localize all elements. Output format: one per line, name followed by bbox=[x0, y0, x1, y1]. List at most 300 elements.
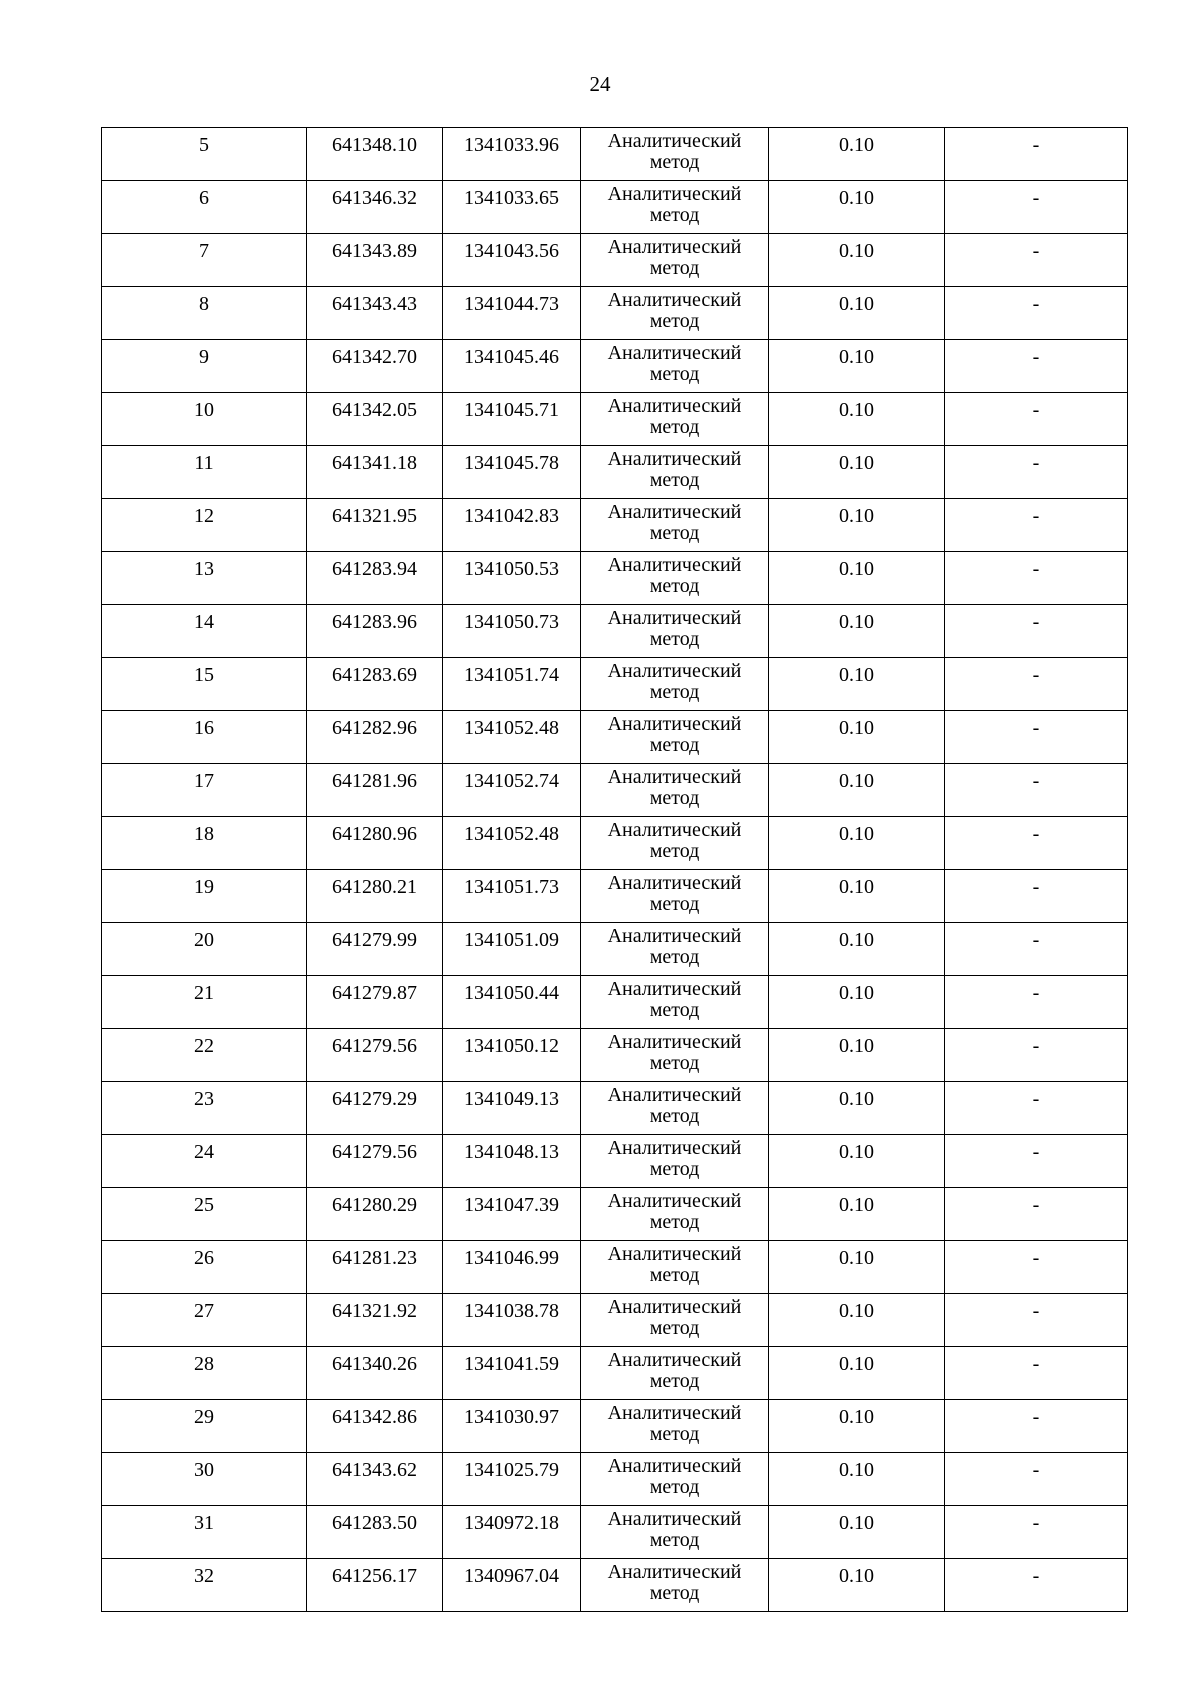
cell-accuracy-text: 0.10 bbox=[839, 1141, 874, 1163]
cell-point-number-text: 20 bbox=[194, 929, 214, 951]
cell-x-coordinate bbox=[307, 1029, 443, 1082]
cell-accuracy-text: 0.10 bbox=[839, 1247, 874, 1269]
cell-note bbox=[945, 234, 1128, 287]
table-row bbox=[102, 1082, 1128, 1135]
cell-method-line1: Аналитический bbox=[607, 978, 742, 1000]
table-row bbox=[102, 1453, 1128, 1506]
cell-x-coordinate-text: 641343.62 bbox=[332, 1459, 417, 1481]
cell-point-number-text: 6 bbox=[199, 187, 209, 209]
cell-accuracy bbox=[769, 817, 945, 870]
cell-note bbox=[945, 1188, 1128, 1241]
cell-method-line1: Аналитический bbox=[607, 872, 742, 894]
cell-y-coordinate-text: 1341041.59 bbox=[464, 1353, 559, 1375]
cell-method-line2: метод bbox=[649, 151, 700, 173]
cell-accuracy bbox=[769, 1135, 945, 1188]
table-row bbox=[102, 340, 1128, 393]
cell-accuracy bbox=[769, 1029, 945, 1082]
cell-method-line2: метод bbox=[649, 1211, 700, 1233]
cell-y-coordinate bbox=[443, 446, 581, 499]
cell-accuracy bbox=[769, 340, 945, 393]
cell-y-coordinate bbox=[443, 1294, 581, 1347]
cell-x-coordinate-text: 641280.21 bbox=[332, 876, 417, 898]
cell-method-line2: метод bbox=[649, 1052, 700, 1074]
cell-note bbox=[945, 711, 1128, 764]
cell-y-coordinate-text: 1341052.48 bbox=[464, 823, 559, 845]
cell-point-number-text: 18 bbox=[194, 823, 214, 845]
cell-method-line2: метод bbox=[649, 469, 700, 491]
cell-y-coordinate-text: 1341033.96 bbox=[464, 134, 559, 156]
cell-y-coordinate bbox=[443, 340, 581, 393]
cell-accuracy bbox=[769, 446, 945, 499]
cell-y-coordinate-text: 1341042.83 bbox=[464, 505, 559, 527]
cell-y-coordinate-text: 1341051.73 bbox=[464, 876, 559, 898]
cell-method-line1: Аналитический bbox=[607, 819, 742, 841]
cell-method bbox=[581, 923, 769, 976]
cell-x-coordinate-text: 641279.87 bbox=[332, 982, 417, 1004]
cell-y-coordinate-text: 1340967.04 bbox=[464, 1565, 559, 1587]
cell-method-line1: Аналитический bbox=[607, 1190, 742, 1212]
cell-method-line1: Аналитический bbox=[607, 766, 742, 788]
cell-y-coordinate bbox=[443, 764, 581, 817]
cell-accuracy bbox=[769, 976, 945, 1029]
cell-y-coordinate bbox=[443, 499, 581, 552]
table-row bbox=[102, 1294, 1128, 1347]
cell-point-number bbox=[102, 1347, 307, 1400]
cell-point-number bbox=[102, 1506, 307, 1559]
cell-y-coordinate bbox=[443, 923, 581, 976]
cell-accuracy-text: 0.10 bbox=[839, 1194, 874, 1216]
cell-point-number bbox=[102, 1188, 307, 1241]
cell-y-coordinate bbox=[443, 817, 581, 870]
cell-point-number bbox=[102, 499, 307, 552]
cell-method-line1: Аналитический bbox=[607, 183, 742, 205]
table-row bbox=[102, 234, 1128, 287]
cell-method-line2: метод bbox=[649, 1105, 700, 1127]
cell-point-number-text: 13 bbox=[194, 558, 214, 580]
cell-method bbox=[581, 658, 769, 711]
cell-accuracy bbox=[769, 128, 945, 181]
cell-method-line2: метод bbox=[649, 1317, 700, 1339]
cell-accuracy-text: 0.10 bbox=[839, 664, 874, 686]
cell-y-coordinate-text: 1341052.48 bbox=[464, 717, 559, 739]
cell-note bbox=[945, 1347, 1128, 1400]
cell-y-coordinate bbox=[443, 393, 581, 446]
cell-point-number-text: 11 bbox=[194, 452, 214, 474]
cell-note-text: - bbox=[1032, 240, 1040, 262]
cell-note-text: - bbox=[1032, 1088, 1040, 1110]
cell-method-line2: метод bbox=[649, 628, 700, 650]
cell-method-line2: метод bbox=[649, 999, 700, 1021]
table-row bbox=[102, 764, 1128, 817]
cell-method-line1: Аналитический bbox=[607, 448, 742, 470]
cell-method-line2: метод bbox=[649, 734, 700, 756]
cell-accuracy-text: 0.10 bbox=[839, 187, 874, 209]
cell-accuracy-text: 0.10 bbox=[839, 982, 874, 1004]
cell-note-text: - bbox=[1032, 1406, 1040, 1428]
cell-point-number bbox=[102, 340, 307, 393]
cell-x-coordinate-text: 641282.96 bbox=[332, 717, 417, 739]
cell-accuracy-text: 0.10 bbox=[839, 1512, 874, 1534]
cell-x-coordinate bbox=[307, 552, 443, 605]
cell-x-coordinate bbox=[307, 870, 443, 923]
cell-note bbox=[945, 1135, 1128, 1188]
cell-method-line1: Аналитический bbox=[607, 554, 742, 576]
cell-method-line2: метод bbox=[649, 363, 700, 385]
cell-point-number-text: 22 bbox=[194, 1035, 214, 1057]
cell-note bbox=[945, 605, 1128, 658]
cell-method-line1: Аналитический bbox=[607, 236, 742, 258]
cell-point-number-text: 25 bbox=[194, 1194, 214, 1216]
cell-point-number-text: 24 bbox=[194, 1141, 214, 1163]
cell-y-coordinate bbox=[443, 1559, 581, 1612]
cell-method bbox=[581, 817, 769, 870]
cell-x-coordinate-text: 641283.96 bbox=[332, 611, 417, 633]
cell-note-text: - bbox=[1032, 876, 1040, 898]
cell-method-line1: Аналитический bbox=[607, 660, 742, 682]
cell-y-coordinate bbox=[443, 552, 581, 605]
cell-y-coordinate bbox=[443, 1029, 581, 1082]
cell-x-coordinate bbox=[307, 393, 443, 446]
cell-y-coordinate-text: 1341033.65 bbox=[464, 187, 559, 209]
table-row bbox=[102, 393, 1128, 446]
cell-point-number-text: 30 bbox=[194, 1459, 214, 1481]
cell-method-line2: метод bbox=[649, 310, 700, 332]
table-row bbox=[102, 181, 1128, 234]
cell-point-number bbox=[102, 552, 307, 605]
cell-point-number-text: 19 bbox=[194, 876, 214, 898]
cell-x-coordinate bbox=[307, 1559, 443, 1612]
cell-point-number-text: 28 bbox=[194, 1353, 214, 1375]
cell-x-coordinate-text: 641279.29 bbox=[332, 1088, 417, 1110]
cell-point-number bbox=[102, 976, 307, 1029]
cell-y-coordinate-text: 1341048.13 bbox=[464, 1141, 559, 1163]
cell-method bbox=[581, 1241, 769, 1294]
cell-accuracy bbox=[769, 1400, 945, 1453]
cell-note bbox=[945, 181, 1128, 234]
cell-point-number-text: 29 bbox=[194, 1406, 214, 1428]
cell-note-text: - bbox=[1032, 1300, 1040, 1322]
cell-note bbox=[945, 128, 1128, 181]
cell-method bbox=[581, 1294, 769, 1347]
cell-accuracy-text: 0.10 bbox=[839, 240, 874, 262]
cell-point-number bbox=[102, 923, 307, 976]
cell-x-coordinate bbox=[307, 1506, 443, 1559]
cell-method bbox=[581, 181, 769, 234]
cell-method-line1: Аналитический bbox=[607, 1031, 742, 1053]
cell-accuracy-text: 0.10 bbox=[839, 399, 874, 421]
cell-accuracy bbox=[769, 1347, 945, 1400]
cell-accuracy bbox=[769, 711, 945, 764]
cell-y-coordinate-text: 1341045.71 bbox=[464, 399, 559, 421]
cell-note-text: - bbox=[1032, 187, 1040, 209]
cell-point-number-text: 14 bbox=[194, 611, 214, 633]
cell-note-text: - bbox=[1032, 982, 1040, 1004]
cell-y-coordinate bbox=[443, 976, 581, 1029]
cell-method-line2: метод bbox=[649, 946, 700, 968]
cell-note-text: - bbox=[1032, 1035, 1040, 1057]
cell-note-text: - bbox=[1032, 664, 1040, 686]
cell-method-line1: Аналитический bbox=[607, 1349, 742, 1371]
cell-accuracy bbox=[769, 499, 945, 552]
cell-x-coordinate-text: 641280.29 bbox=[332, 1194, 417, 1216]
cell-note-text: - bbox=[1032, 929, 1040, 951]
cell-y-coordinate-text: 1341052.74 bbox=[464, 770, 559, 792]
cell-point-number bbox=[102, 1029, 307, 1082]
cell-method-line1: Аналитический bbox=[607, 395, 742, 417]
cell-x-coordinate-text: 641281.23 bbox=[332, 1247, 417, 1269]
cell-note bbox=[945, 1241, 1128, 1294]
cell-point-number bbox=[102, 181, 307, 234]
cell-note bbox=[945, 1559, 1128, 1612]
cell-accuracy bbox=[769, 605, 945, 658]
cell-note-text: - bbox=[1032, 823, 1040, 845]
cell-note-text: - bbox=[1032, 505, 1040, 527]
cell-point-number bbox=[102, 1294, 307, 1347]
table-row bbox=[102, 870, 1128, 923]
cell-method bbox=[581, 499, 769, 552]
cell-accuracy bbox=[769, 287, 945, 340]
cell-y-coordinate-text: 1341038.78 bbox=[464, 1300, 559, 1322]
table-row bbox=[102, 1506, 1128, 1559]
cell-note-text: - bbox=[1032, 1512, 1040, 1534]
cell-x-coordinate bbox=[307, 1135, 443, 1188]
cell-y-coordinate bbox=[443, 1241, 581, 1294]
cell-method bbox=[581, 1559, 769, 1612]
cell-method bbox=[581, 1082, 769, 1135]
cell-x-coordinate-text: 641281.96 bbox=[332, 770, 417, 792]
cell-method-line2: метод bbox=[649, 681, 700, 703]
cell-y-coordinate bbox=[443, 870, 581, 923]
cell-x-coordinate bbox=[307, 499, 443, 552]
cell-note-text: - bbox=[1032, 346, 1040, 368]
cell-y-coordinate-text: 1341050.53 bbox=[464, 558, 559, 580]
cell-point-number-text: 15 bbox=[194, 664, 214, 686]
cell-method-line1: Аналитический bbox=[607, 130, 742, 152]
cell-x-coordinate-text: 641342.05 bbox=[332, 399, 417, 421]
cell-x-coordinate bbox=[307, 287, 443, 340]
cell-method-line2: метод bbox=[649, 787, 700, 809]
cell-method bbox=[581, 552, 769, 605]
cell-method-line1: Аналитический bbox=[607, 713, 742, 735]
cell-x-coordinate-text: 641343.43 bbox=[332, 293, 417, 315]
cell-point-number bbox=[102, 764, 307, 817]
cell-accuracy-text: 0.10 bbox=[839, 1088, 874, 1110]
cell-method-line1: Аналитический bbox=[607, 1402, 742, 1424]
cell-x-coordinate bbox=[307, 234, 443, 287]
table-row bbox=[102, 658, 1128, 711]
cell-method bbox=[581, 1135, 769, 1188]
cell-method-line2: метод bbox=[649, 1370, 700, 1392]
cell-x-coordinate-text: 641340.26 bbox=[332, 1353, 417, 1375]
cell-x-coordinate bbox=[307, 923, 443, 976]
cell-x-coordinate-text: 641279.99 bbox=[332, 929, 417, 951]
cell-x-coordinate-text: 641348.10 bbox=[332, 134, 417, 156]
cell-note-text: - bbox=[1032, 134, 1040, 156]
cell-note-text: - bbox=[1032, 399, 1040, 421]
table-row bbox=[102, 817, 1128, 870]
cell-note-text: - bbox=[1032, 1565, 1040, 1587]
cell-method bbox=[581, 234, 769, 287]
cell-accuracy-text: 0.10 bbox=[839, 1035, 874, 1057]
cell-note-text: - bbox=[1032, 611, 1040, 633]
cell-x-coordinate-text: 641342.70 bbox=[332, 346, 417, 368]
table-row bbox=[102, 499, 1128, 552]
cell-x-coordinate bbox=[307, 1082, 443, 1135]
cell-x-coordinate-text: 641321.92 bbox=[332, 1300, 417, 1322]
cell-method-line1: Аналитический bbox=[607, 1137, 742, 1159]
cell-y-coordinate bbox=[443, 234, 581, 287]
cell-x-coordinate bbox=[307, 764, 443, 817]
cell-note-text: - bbox=[1032, 1194, 1040, 1216]
cell-method-line1: Аналитический bbox=[607, 1084, 742, 1106]
cell-note bbox=[945, 446, 1128, 499]
cell-method bbox=[581, 1347, 769, 1400]
cell-point-number bbox=[102, 870, 307, 923]
cell-note bbox=[945, 552, 1128, 605]
cell-accuracy-text: 0.10 bbox=[839, 452, 874, 474]
cell-note-text: - bbox=[1032, 1459, 1040, 1481]
cell-note bbox=[945, 1400, 1128, 1453]
cell-method bbox=[581, 1400, 769, 1453]
cell-method-line1: Аналитический bbox=[607, 925, 742, 947]
cell-note bbox=[945, 658, 1128, 711]
cell-x-coordinate bbox=[307, 1400, 443, 1453]
cell-accuracy bbox=[769, 234, 945, 287]
cell-x-coordinate bbox=[307, 181, 443, 234]
cell-point-number bbox=[102, 287, 307, 340]
cell-accuracy bbox=[769, 1241, 945, 1294]
cell-y-coordinate-text: 1340972.18 bbox=[464, 1512, 559, 1534]
cell-y-coordinate-text: 1341050.12 bbox=[464, 1035, 559, 1057]
cell-method-line1: Аналитический bbox=[607, 1455, 742, 1477]
cell-y-coordinate-text: 1341050.73 bbox=[464, 611, 559, 633]
cell-method-line2: метод bbox=[649, 1529, 700, 1551]
cell-accuracy-text: 0.10 bbox=[839, 611, 874, 633]
cell-accuracy-text: 0.10 bbox=[839, 876, 874, 898]
cell-y-coordinate bbox=[443, 1347, 581, 1400]
cell-point-number bbox=[102, 711, 307, 764]
cell-note-text: - bbox=[1032, 558, 1040, 580]
cell-x-coordinate-text: 641256.17 bbox=[332, 1565, 417, 1587]
cell-method bbox=[581, 128, 769, 181]
cell-note bbox=[945, 1029, 1128, 1082]
cell-accuracy-text: 0.10 bbox=[839, 293, 874, 315]
cell-accuracy-text: 0.10 bbox=[839, 505, 874, 527]
cell-point-number-text: 27 bbox=[194, 1300, 214, 1322]
cell-accuracy-text: 0.10 bbox=[839, 717, 874, 739]
cell-accuracy-text: 0.10 bbox=[839, 1565, 874, 1587]
cell-accuracy bbox=[769, 870, 945, 923]
cell-method-line1: Аналитический bbox=[607, 1508, 742, 1530]
cell-accuracy-text: 0.10 bbox=[839, 558, 874, 580]
cell-point-number bbox=[102, 1241, 307, 1294]
cell-y-coordinate-text: 1341051.74 bbox=[464, 664, 559, 686]
cell-method bbox=[581, 711, 769, 764]
cell-point-number-text: 23 bbox=[194, 1088, 214, 1110]
cell-y-coordinate-text: 1341051.09 bbox=[464, 929, 559, 951]
table-row bbox=[102, 605, 1128, 658]
cell-point-number-text: 12 bbox=[194, 505, 214, 527]
cell-accuracy bbox=[769, 393, 945, 446]
cell-point-number-text: 7 bbox=[199, 240, 209, 262]
cell-method bbox=[581, 340, 769, 393]
cell-accuracy bbox=[769, 181, 945, 234]
cell-accuracy bbox=[769, 1453, 945, 1506]
cell-x-coordinate bbox=[307, 817, 443, 870]
cell-point-number-text: 17 bbox=[194, 770, 214, 792]
cell-x-coordinate-text: 641343.89 bbox=[332, 240, 417, 262]
cell-y-coordinate bbox=[443, 287, 581, 340]
cell-point-number bbox=[102, 393, 307, 446]
cell-point-number-text: 32 bbox=[194, 1565, 214, 1587]
cell-accuracy-text: 0.10 bbox=[839, 929, 874, 951]
cell-method bbox=[581, 287, 769, 340]
cell-point-number bbox=[102, 658, 307, 711]
cell-method-line2: метод bbox=[649, 1582, 700, 1604]
cell-x-coordinate-text: 641279.56 bbox=[332, 1035, 417, 1057]
cell-point-number-text: 31 bbox=[194, 1512, 214, 1534]
cell-method-line2: метод bbox=[649, 1476, 700, 1498]
cell-y-coordinate-text: 1341043.56 bbox=[464, 240, 559, 262]
cell-method-line2: метод bbox=[649, 204, 700, 226]
cell-point-number bbox=[102, 128, 307, 181]
table-row bbox=[102, 1347, 1128, 1400]
page-number: 24 bbox=[589, 72, 611, 96]
cell-x-coordinate-text: 641280.96 bbox=[332, 823, 417, 845]
cell-note bbox=[945, 393, 1128, 446]
cell-note bbox=[945, 870, 1128, 923]
cell-x-coordinate-text: 641283.94 bbox=[332, 558, 417, 580]
cell-note bbox=[945, 1294, 1128, 1347]
cell-method-line1: Аналитический bbox=[607, 1296, 742, 1318]
cell-x-coordinate-text: 641342.86 bbox=[332, 1406, 417, 1428]
table-row bbox=[102, 1241, 1128, 1294]
cell-x-coordinate bbox=[307, 605, 443, 658]
cell-method-line2: метод bbox=[649, 1158, 700, 1180]
cell-y-coordinate-text: 1341047.39 bbox=[464, 1194, 559, 1216]
cell-method bbox=[581, 1506, 769, 1559]
coordinates-table-body bbox=[102, 128, 1128, 1612]
cell-x-coordinate bbox=[307, 1294, 443, 1347]
cell-note bbox=[945, 340, 1128, 393]
cell-accuracy bbox=[769, 923, 945, 976]
cell-method-line1: Аналитический bbox=[607, 342, 742, 364]
cell-method-line1: Аналитический bbox=[607, 289, 742, 311]
cell-point-number bbox=[102, 1135, 307, 1188]
cell-accuracy-text: 0.10 bbox=[839, 1459, 874, 1481]
cell-method bbox=[581, 393, 769, 446]
cell-x-coordinate bbox=[307, 1453, 443, 1506]
table-row bbox=[102, 1400, 1128, 1453]
table-row bbox=[102, 287, 1128, 340]
cell-method-line2: метод bbox=[649, 575, 700, 597]
table-row bbox=[102, 1188, 1128, 1241]
cell-x-coordinate bbox=[307, 1241, 443, 1294]
cell-method-line2: метод bbox=[649, 1264, 700, 1286]
cell-y-coordinate bbox=[443, 128, 581, 181]
cell-x-coordinate-text: 641283.69 bbox=[332, 664, 417, 686]
cell-note-text: - bbox=[1032, 1247, 1040, 1269]
cell-point-number bbox=[102, 1400, 307, 1453]
cell-y-coordinate bbox=[443, 1135, 581, 1188]
cell-method bbox=[581, 1188, 769, 1241]
cell-point-number bbox=[102, 234, 307, 287]
cell-point-number bbox=[102, 1453, 307, 1506]
cell-note bbox=[945, 923, 1128, 976]
cell-y-coordinate bbox=[443, 1188, 581, 1241]
cell-point-number bbox=[102, 1559, 307, 1612]
cell-accuracy bbox=[769, 1294, 945, 1347]
